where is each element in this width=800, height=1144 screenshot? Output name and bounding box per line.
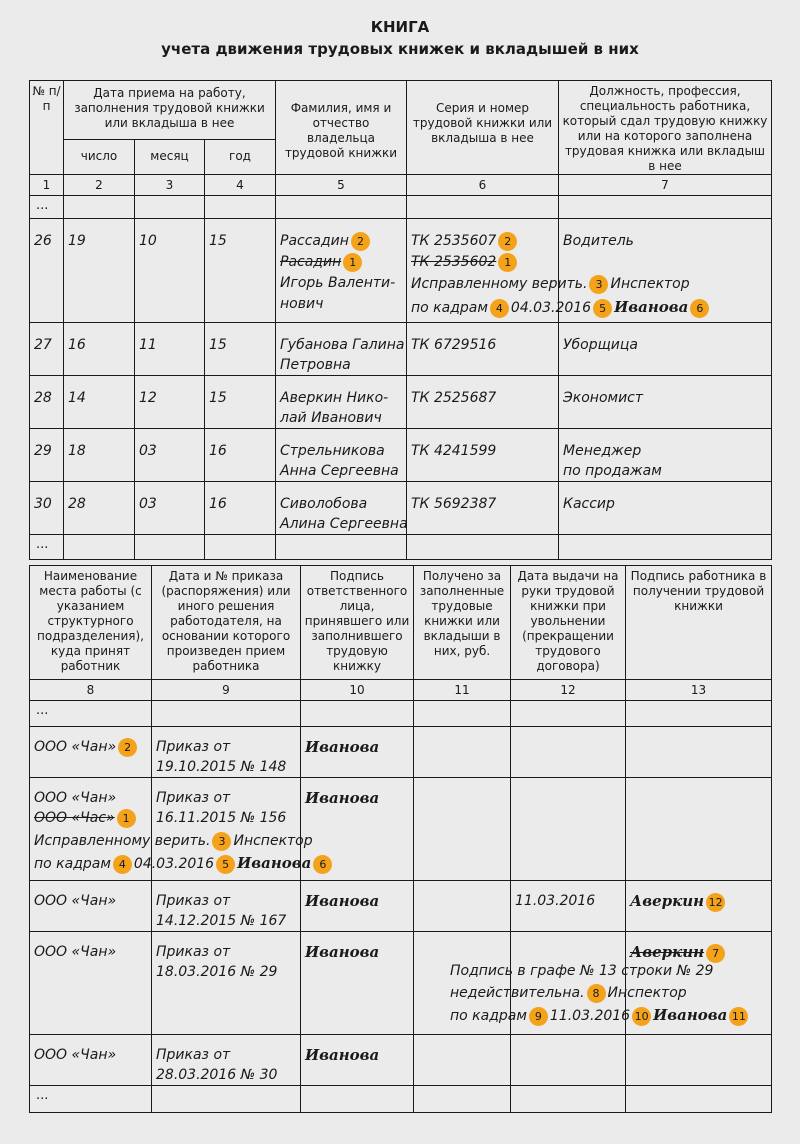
header-year: год: [205, 139, 276, 174]
header-issue-date: Дата выдачи на руки трудовой книжки при увольнении (прекращении трудового договора): [511, 566, 626, 680]
col-number: 11: [414, 680, 511, 701]
row-series: ТК 2535607 2 ТК 2535602 1 Исправленному верить. 3 Инспектор по кадрам 4 04.03.2016 5 Иванова 6: [407, 219, 559, 323]
document-title: КНИГА: [370, 18, 430, 36]
table-row: 29 18 03 16 Стрельникова Анна Сергеевна ТК 4241599 Менеджер по продажам: [30, 429, 772, 482]
ellipsis-row: ...: [30, 535, 64, 560]
header-series: Серия и номер трудовой книжки или вкладыша в нее: [407, 81, 559, 175]
header-position: Должность, профессия, специальность работника, который сдал трудовую книжку или на которого заполнена трудовая книжка или вкладыш в нее: [559, 81, 772, 175]
row-name: Рассадин 2 Расадин 1 Игорь Валенти- нович: [276, 219, 407, 323]
table-row: 27 16 11 15 Губанова Галина Петровна ТК 6729516 Уборщица: [30, 323, 772, 376]
row-year: 15: [205, 219, 276, 323]
col-number: 12: [511, 680, 626, 701]
col-number: 10: [301, 680, 414, 701]
header-responsible-sign: Подпись ответственного лица, принявшего или заполнившего трудовую книжку: [301, 566, 414, 680]
table-row: 30 28 03 16 Сиволобова Алина Сергеевна ТК 5692387 Кассир: [30, 482, 772, 535]
header-full-name: Фамилия, имя и отчество владельца трудовой книжки: [276, 81, 407, 175]
col-number: 3: [135, 175, 205, 196]
correction-note: Исправленному верить. 3 Инспектор по кадрам 4 04.03.2016 5 Иванова 6: [411, 274, 711, 319]
table-row: 28 14 12 15 Аверкин Нико- лай Иванович ТК 2525687 Экономист: [30, 376, 772, 429]
col-number: 4: [205, 175, 276, 196]
col-number: 1: [30, 175, 64, 196]
table-row: ООО «Чан» ООО «Час» 1 Исправленному верить. 3 Инспектор по кадрам 4 04.03.2016 5 Иванова 6 Приказ от 16.11.2015 № 156 Иванова: [30, 778, 772, 881]
row-num: 26: [30, 219, 64, 323]
table-row: ООО «Чан» Приказ от 14.12.2015 № 167 Иванова 11.03.2016 Аверкин 12: [30, 881, 772, 932]
header-worker-sign: Подпись работника в получении трудовой книжки: [626, 566, 772, 680]
invalidation-note: Подпись в графе № 13 строки № 29 недействительна. 8 Инспектор по кадрам 9 11.03.2016 10 Иванова 11: [450, 960, 750, 1027]
correction-note: Исправленному верить. 3 Инспектор по кадрам 4 04.03.2016 5 Иванова 6: [34, 831, 334, 874]
row-month: 10: [135, 219, 205, 323]
header-day: число: [64, 139, 135, 174]
header-order: Дата и № приказа (распоряжения) или иного решения работодателя, на основании которого произведен прием работника: [152, 566, 301, 680]
col-number: 7: [559, 175, 772, 196]
col-number: 6: [407, 175, 559, 196]
header-hire-date: Дата приема на работу, заполнения трудовой книжки или вкладыша в нее: [64, 81, 276, 140]
table-row: ООО «Чан» 2 Приказ от 19.10.2015 № 148 Иванова: [30, 727, 772, 778]
row-position: Водитель: [559, 219, 772, 323]
ellipsis-row: ...: [30, 196, 64, 219]
table-row: ООО «Чан» Приказ от 18.03.2016 № 29 Иванова Подпись в графе № 13 строки № 29 недействительна. 8 Инспектор по кадрам 9 11.03.2016 10 Иванова 11 Аверкин 7: [30, 932, 772, 1035]
row-day: 19: [64, 219, 135, 323]
col-number: 5: [276, 175, 407, 196]
col-number: 2: [64, 175, 135, 196]
ellipsis-row: ...: [30, 701, 152, 727]
register-table-bottom: [29, 565, 772, 1113]
table-row: [30, 219, 772, 323]
header-month: месяц: [135, 139, 205, 174]
col-number: 8: [30, 680, 152, 701]
ellipsis-row: ...: [30, 1086, 152, 1113]
register-table-top: [29, 80, 772, 560]
header-payment: Получено за заполненные трудовые книжки или вкладыши в них, руб.: [414, 566, 511, 680]
table-row: ООО «Чан» Приказ от 28.03.2016 № 30 Иванова: [30, 1035, 772, 1086]
header-num: № п/п: [30, 81, 64, 175]
col-number: 9: [152, 680, 301, 701]
col-number: 13: [626, 680, 772, 701]
document-subtitle: учета движения трудовых книжек и вкладышей в них: [161, 40, 639, 58]
header-workplace: Наименование места работы (с указанием структурного подразделения), куда принят работник: [30, 566, 152, 680]
